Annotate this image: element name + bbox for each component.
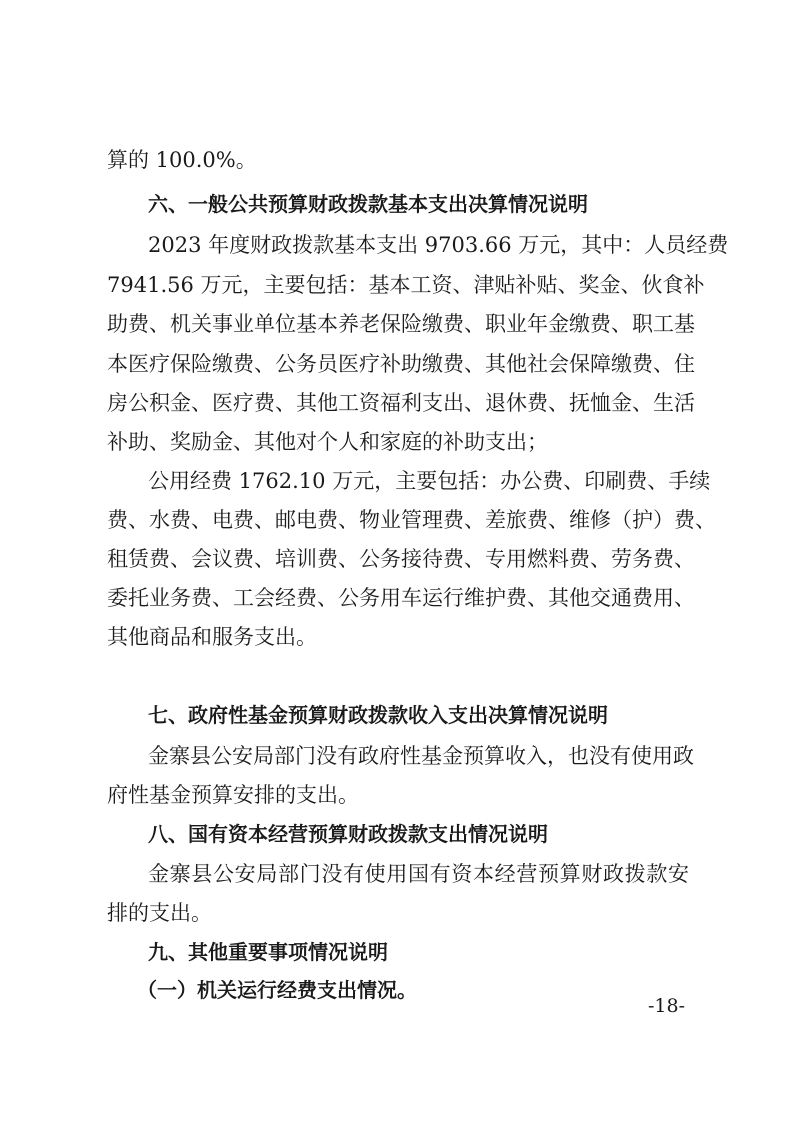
section-6-paragraph-1-line: 房公积金、医疗费、其他工资福利支出、退休费、抚恤金、生活 [107,391,695,415]
section-8-heading: 八、国有资本经营预算财政拨款支出情况说明 [148,822,548,846]
section-8-paragraph-line: 金寨县公安局部门没有使用国有资本经营预算财政拨款安 [148,862,689,886]
section-6-paragraph-2-line: 租赁费、会议费、培训费、公务接待费、专用燃料费、劳务费、 [107,547,695,571]
section-7-paragraph-line: 府性基金预算安排的支出。 [107,783,359,807]
continuation-text: 算的 100.0%。 [107,148,257,172]
section-6-paragraph-1-line: 本医疗保险缴费、公务员医疗补助缴费、其他社会保障缴费、住 [107,352,695,376]
section-6-paragraph-1-line: 助费、机关事业单位基本养老保险缴费、职业年金缴费、职工基 [107,312,695,336]
section-6-paragraph-1-line: 2023 年度财政拨款基本支出 9703.66 万元，其中：人员经费 [148,233,729,257]
section-6-paragraph-2-line: 委托业务费、工会经费、公务用车运行维护费、其他交通费用、 [107,586,695,610]
page-number: -18- [648,995,686,1017]
section-6-paragraph-1-line: 7941.56 万元，主要包括：基本工资、津贴补贴、奖金、伙食补 [107,273,705,297]
section-6-paragraph-1-line: 补助、奖励金、其他对个人和家庭的补助支出； [107,430,548,454]
section-6-paragraph-2-line: 公用经费 1762.10 万元，主要包括：办公费、印刷费、手续 [148,469,711,493]
section-7-heading: 七、政府性基金预算财政拨款收入支出决算情况说明 [148,703,608,727]
section-9-heading: 九、其他重要事项情况说明 [148,940,388,964]
section-6-paragraph-2-line: 其他商品和服务支出。 [107,625,317,649]
section-7-paragraph-line: 金寨县公安局部门没有政府性基金预算收入，也没有使用政 [148,744,694,768]
section-6-heading: 六、一般公共预算财政拨款基本支出决算情况说明 [148,192,588,216]
section-6-paragraph-2-line: 费、水费、电费、邮电费、物业管理费、差旅费、维修（护）费、 [107,508,716,532]
section-8-paragraph-line: 排的支出。 [107,901,212,925]
section-9-subheading: （一）机关运行经费支出情况。 [137,978,417,1002]
